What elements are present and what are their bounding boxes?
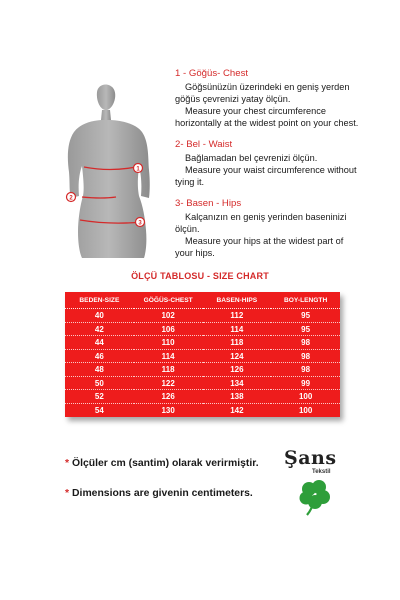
clover-icon bbox=[295, 477, 335, 517]
cell-size: 54 bbox=[94, 405, 104, 415]
header-chest: GÖĞÜS-CHEST bbox=[134, 292, 203, 309]
table-row bbox=[65, 390, 340, 404]
table-row bbox=[65, 323, 340, 337]
cell-hips: 124 bbox=[203, 350, 272, 364]
cell-chest: 118 bbox=[134, 363, 203, 377]
svg-text:2: 2 bbox=[69, 195, 73, 202]
instruction-line: Measure your chest circumference bbox=[185, 106, 326, 116]
instruction-line: horizontally at the widest point on your chest. bbox=[175, 118, 359, 128]
asterisk-icon: * bbox=[65, 488, 70, 499]
cell-hips: 142 bbox=[230, 405, 244, 415]
cell-size: 44 bbox=[65, 336, 134, 350]
table-row bbox=[65, 404, 340, 418]
cell-length: 99 bbox=[271, 377, 340, 391]
cell-chest: 114 bbox=[134, 350, 203, 364]
cell-chest: 106 bbox=[134, 323, 203, 337]
note-text: Dimensions are givenin centimeters. bbox=[72, 488, 253, 499]
table-row bbox=[65, 363, 340, 377]
table-row bbox=[65, 336, 340, 350]
instruction-line: tying it. bbox=[175, 177, 205, 187]
cell-length: 100 bbox=[271, 390, 340, 404]
brand-name: Şans bbox=[284, 447, 337, 469]
cell-length: 98 bbox=[271, 350, 340, 364]
table-row bbox=[65, 350, 340, 364]
instruction-line: ölçün. bbox=[175, 224, 200, 234]
cell-chest: 130 bbox=[161, 405, 175, 415]
brand-subtitle: Tekstil bbox=[312, 469, 331, 475]
svg-text:1: 1 bbox=[136, 166, 140, 173]
table-header-row bbox=[65, 292, 340, 309]
cell-hips: 118 bbox=[203, 336, 272, 350]
size-chart-table bbox=[65, 292, 340, 417]
cell-hips: 138 bbox=[203, 390, 272, 404]
step-title: 1 - Göğüs- Chest bbox=[175, 68, 249, 79]
table-row bbox=[65, 309, 340, 323]
cell-hips: 112 bbox=[203, 309, 272, 323]
measurement-instructions bbox=[175, 68, 395, 269]
header-size: BEDEN-SIZE bbox=[65, 292, 134, 309]
cell-size: 52 bbox=[65, 390, 134, 404]
body-silhouette bbox=[40, 80, 170, 260]
size-chart-title: ÖLÇÜ TABLOSU - SIZE CHART bbox=[131, 271, 269, 281]
cell-size: 42 bbox=[65, 323, 134, 337]
note-turkish bbox=[65, 458, 259, 469]
cell-chest: 122 bbox=[134, 377, 203, 391]
cell-chest: 102 bbox=[134, 309, 203, 323]
marker-3 bbox=[136, 218, 145, 227]
cell-length: 100 bbox=[298, 405, 313, 415]
instruction-line: Measure your hips at the widest part of bbox=[185, 236, 344, 246]
instruction-line: Göğsünüzün üzerindeki en geniş yerden bbox=[185, 82, 350, 92]
instruction-line: Kalçanızın en geniş yerinden baseninizi bbox=[185, 212, 347, 222]
asterisk-icon: * bbox=[65, 458, 70, 469]
step-title: 3- Basen - Hips bbox=[175, 198, 242, 209]
header-length: BOY-LENGTH bbox=[271, 292, 340, 309]
note-text: Ölçüler cm (santim) olarak verirmiştir. bbox=[72, 458, 259, 469]
marker-1 bbox=[134, 164, 143, 173]
cell-size: 50 bbox=[65, 377, 134, 391]
cell-chest: 126 bbox=[134, 390, 203, 404]
note-english bbox=[65, 488, 253, 499]
marker-2 bbox=[67, 193, 76, 202]
cell-hips: 126 bbox=[203, 363, 272, 377]
step-waist bbox=[175, 139, 395, 188]
cell-size: 48 bbox=[65, 363, 134, 377]
cell-chest: 110 bbox=[134, 336, 203, 350]
cell-size: 40 bbox=[65, 309, 134, 323]
step-title: 2- Bel - Waist bbox=[175, 139, 233, 150]
cell-length: 95 bbox=[271, 309, 340, 323]
cell-length: 98 bbox=[271, 363, 340, 377]
table-row bbox=[65, 377, 340, 391]
instruction-line: Measure your waist circumference without bbox=[185, 165, 357, 175]
cell-length: 98 bbox=[271, 336, 340, 350]
cell-size: 46 bbox=[65, 350, 134, 364]
step-hips bbox=[175, 198, 395, 259]
svg-text:3: 3 bbox=[138, 220, 142, 227]
step-chest bbox=[175, 68, 395, 129]
instruction-line: göğüs çevrenizi yatay ölçün. bbox=[175, 94, 291, 104]
cell-length: 95 bbox=[271, 323, 340, 337]
instruction-line: your hips. bbox=[175, 248, 215, 258]
cell-hips: 114 bbox=[203, 323, 272, 337]
instruction-line: Bağlamadan bel çevrenizi ölçün. bbox=[185, 153, 318, 163]
header-hips: BASEN-HIPS bbox=[203, 292, 272, 309]
brand-logo bbox=[284, 447, 344, 475]
cell-hips: 134 bbox=[203, 377, 272, 391]
